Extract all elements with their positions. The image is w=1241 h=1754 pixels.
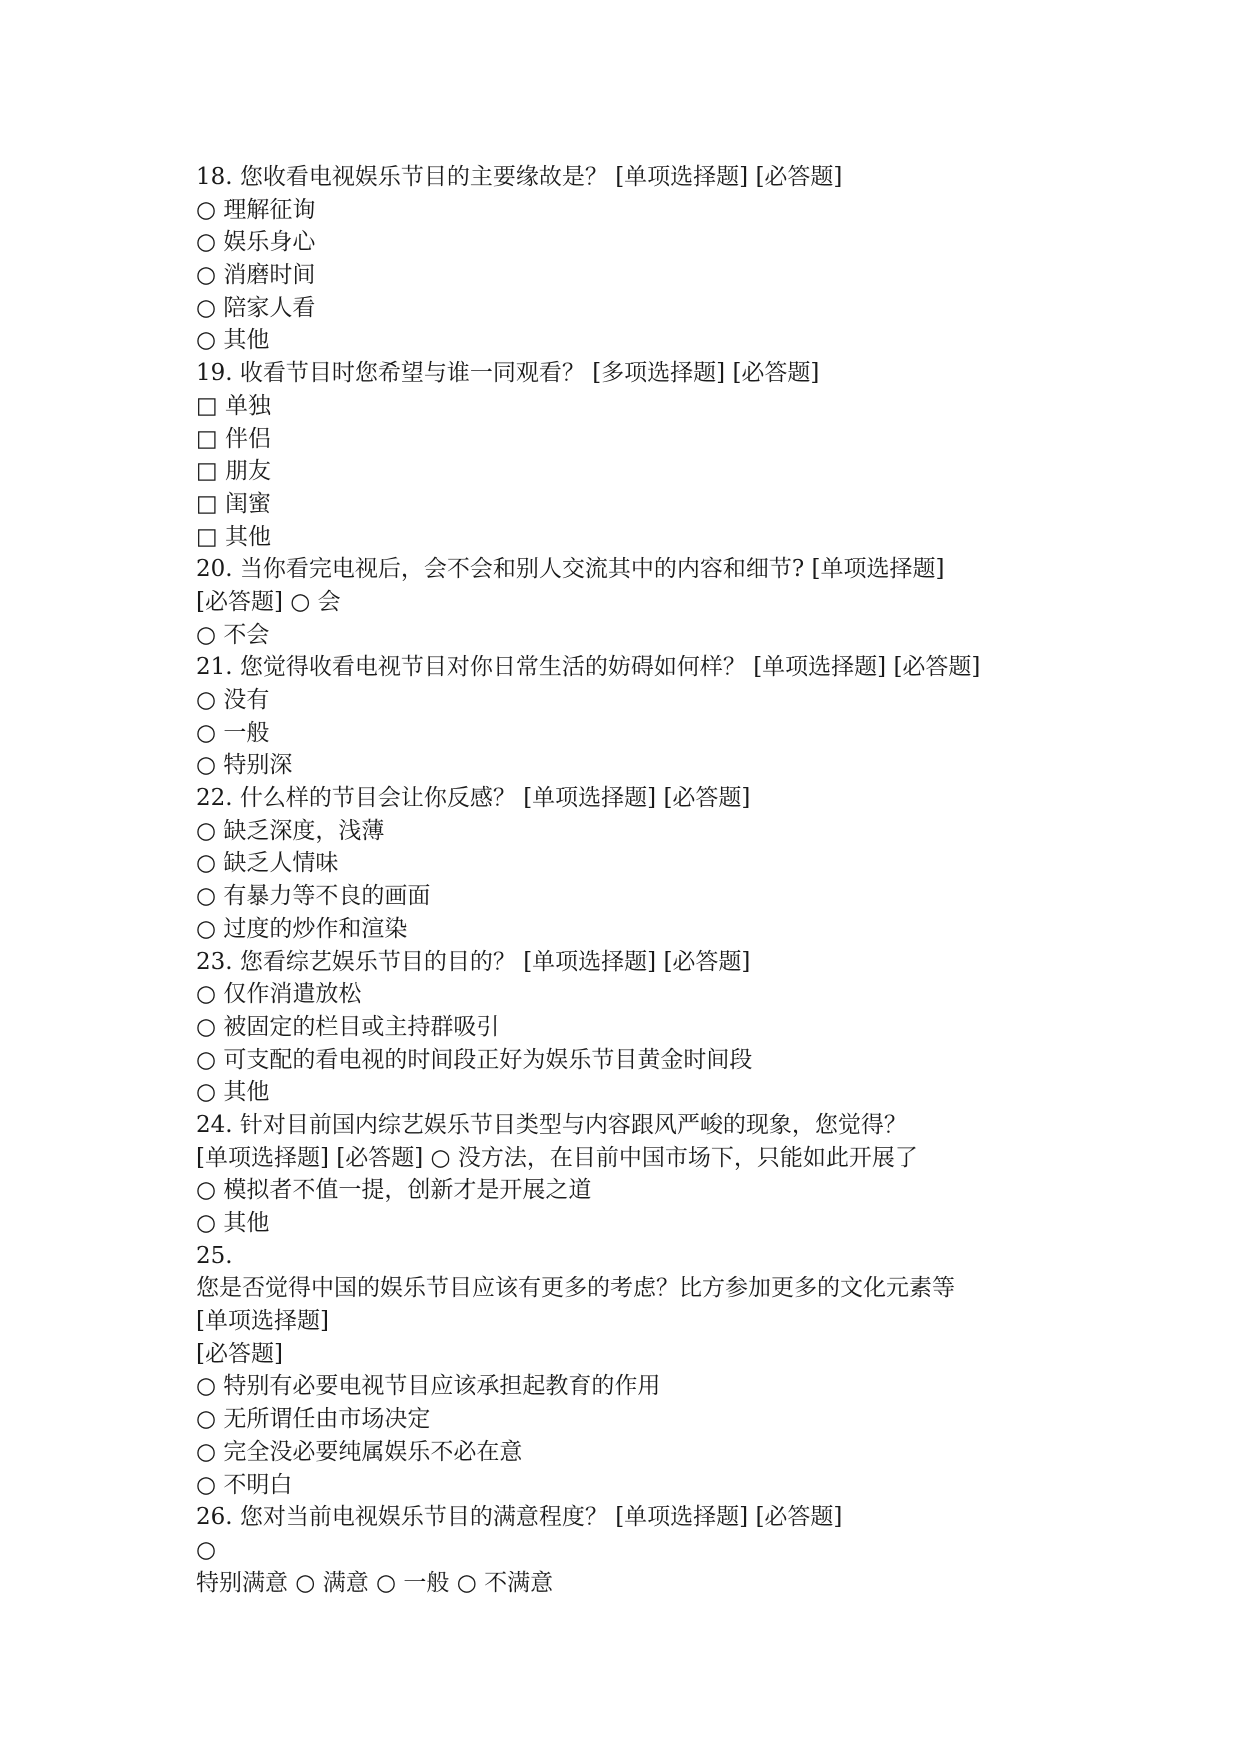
q21-option-none[interactable]: ○ 没有: [196, 687, 270, 713]
q18-option-kill-time[interactable]: ○ 消磨时间: [196, 262, 316, 289]
q23-option-other[interactable]: ○ 其他: [196, 1079, 270, 1106]
q22-option-violence[interactable]: ○ 有暴力等不良的画面: [196, 883, 431, 910]
question-26-title: 26. 您对当前电视娱乐节目的满意程度？ [单项选择题] [必答题]: [196, 1504, 843, 1531]
q19-option-other[interactable]: □ 其他: [196, 523, 272, 550]
question-25-title: 您是否觉得中国的娱乐节目应该有更多的考虑？比方参加更多的文化元素等: [196, 1275, 955, 1302]
q22-option-no-warmth[interactable]: ○ 缺乏人情味: [196, 850, 339, 877]
q25-required-tag: [必答题]: [196, 1340, 283, 1367]
survey-page: [196, 161, 1076, 1599]
q21-option-average[interactable]: ○ 一般: [196, 719, 270, 746]
q19-option-alone[interactable]: □ 单独: [196, 392, 272, 419]
q23-option-prime-time[interactable]: ○ 可支配的看电视的时间段正好为娱乐节目黄金时间段: [196, 1046, 753, 1073]
question-24-title: 24. 针对目前国内综艺娱乐节目类型与内容跟风严峻的现象，您觉得？: [196, 1111, 907, 1138]
q19-option-partner[interactable]: □ 伴侣: [196, 425, 272, 452]
question-25-number: 25.: [196, 1242, 233, 1269]
question-18-title: 18. 您收看电视娱乐节目的主要缘故是？ [单项选择题] [必答题]: [196, 164, 843, 190]
q19-option-friend[interactable]: □ 朋友: [196, 458, 272, 485]
question-20-title: 20. 当你看完电视后，会不会和别人交流其中的内容和细节? [单项选择题]: [196, 556, 945, 583]
q22-option-hype[interactable]: ○ 过度的炒作和渲染: [196, 915, 408, 942]
q23-option-hosts[interactable]: ○ 被固定的栏目或主持群吸引: [196, 1013, 500, 1040]
q23-option-relax[interactable]: ○ 仅作消遣放松: [196, 981, 362, 1008]
q24-tags-and-option-no-way[interactable]: [单项选择题] [必答题] ○ 没方法，在目前中国市场下，只能如此开展了: [196, 1144, 918, 1171]
q19-option-bestie[interactable]: □ 闺蜜: [196, 490, 272, 517]
q24-option-innovation[interactable]: ○ 模拟者不值一提，创新才是开展之道: [196, 1177, 592, 1204]
question-19-title: 19. 收看节目时您希望与谁一同观看？ [多项选择题] [必答题]: [196, 360, 820, 387]
q18-option-entertain[interactable]: ○ 娱乐身心: [196, 229, 316, 256]
q20-option-no[interactable]: ○ 不会: [196, 621, 270, 648]
question-23-title: 23. 您看综艺娱乐节目的目的？ [单项选择题] [必答题]: [196, 948, 751, 975]
q24-option-other[interactable]: ○ 其他: [196, 1210, 270, 1236]
q21-option-deep[interactable]: ○ 特别深: [196, 752, 293, 779]
q26-radio-marker[interactable]: ○: [196, 1536, 217, 1563]
q18-option-understand[interactable]: ○ 理解征询: [196, 196, 316, 223]
q25-type-tag: [单项选择题]: [196, 1308, 329, 1335]
q25-option-unclear[interactable]: ○ 不明白: [196, 1471, 293, 1498]
q22-option-shallow[interactable]: ○ 缺乏深度，浅薄: [196, 817, 385, 844]
q25-option-unnecessary[interactable]: ○ 完全没必要纯属娱乐不必在意: [196, 1438, 523, 1465]
q18-option-family[interactable]: ○ 陪家人看: [196, 294, 316, 321]
q25-option-market[interactable]: ○ 无所谓任由市场决定: [196, 1406, 431, 1433]
q18-option-other[interactable]: ○ 其他: [196, 327, 270, 354]
q26-options-row[interactable]: 特别满意 ○ 满意 ○ 一般 ○ 不满意: [196, 1569, 554, 1596]
q25-option-necessary[interactable]: ○ 特别有必要电视节目应该承担起教育的作用: [196, 1373, 661, 1400]
q20-required-and-option-yes[interactable]: [必答题] ○ 会: [196, 588, 341, 615]
question-21-title: 21. 您觉得收看电视节目对你日常生活的妨碍如何样？ [单项选择题] [必答题]: [196, 654, 981, 681]
question-22-title: 22. 什么样的节目会让你反感？ [单项选择题] [必答题]: [196, 785, 751, 812]
